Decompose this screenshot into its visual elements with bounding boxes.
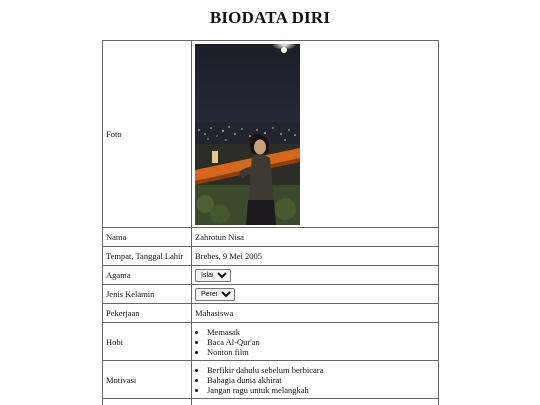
pekerjaan-value: Mahasiswa (192, 304, 439, 323)
table-row-hobi (103, 323, 439, 361)
hobi-item: • Baca Al-Qur'an (207, 337, 435, 347)
jenis-kelamin-label: Jenis Kelamin (103, 285, 192, 304)
nama-value: Zahrotun Nisa (192, 228, 439, 247)
foto-cell (192, 41, 439, 228)
jenis-kelamin-select[interactable] (195, 288, 235, 301)
hobi-label: Hobi (103, 323, 192, 361)
motivasi-cell (192, 361, 439, 399)
table-row-agama (103, 266, 439, 285)
jenis-kelamin-cell (192, 285, 439, 304)
motivasi-label: Motivasi (103, 361, 192, 399)
table-row-nama (103, 228, 439, 247)
motivasi-item: • Berfikir dahulu sebelum berbicara (207, 365, 435, 375)
partial-value (192, 399, 439, 405)
ttl-label: Tempat, Tanggal Lahir (103, 247, 192, 266)
table-row-foto (103, 41, 439, 228)
partial-label (103, 399, 192, 405)
page-title: BIODATA DIRI (209, 8, 331, 27)
hobi-list (195, 327, 435, 357)
foto-label: Foto (103, 41, 192, 228)
table-row-motivasi (103, 361, 439, 399)
biodata-table (102, 40, 439, 405)
agama-cell (192, 266, 439, 285)
table-row-partial (103, 399, 439, 405)
agama-select[interactable] (195, 269, 231, 282)
motivasi-item: • Bahagia dunia akhirat (207, 375, 435, 385)
hobi-item: • Memasak (207, 327, 435, 337)
pekerjaan-label: Pekerjaan (103, 304, 192, 323)
motivasi-item: • Jangan ragu untuk melangkah (207, 385, 435, 395)
profile-photo (195, 44, 300, 225)
hobi-cell (192, 323, 439, 361)
agama-label: Agama (103, 266, 192, 285)
table-row-jenis-kelamin (103, 285, 439, 304)
table-row-ttl (103, 247, 439, 266)
table-row-pekerjaan (103, 304, 439, 323)
hobi-item: • Nonton film (207, 347, 435, 357)
nama-label: Nama (103, 228, 192, 247)
ttl-value: Brebes, 9 Mei 2005 (192, 247, 439, 266)
motivasi-list (195, 365, 435, 395)
